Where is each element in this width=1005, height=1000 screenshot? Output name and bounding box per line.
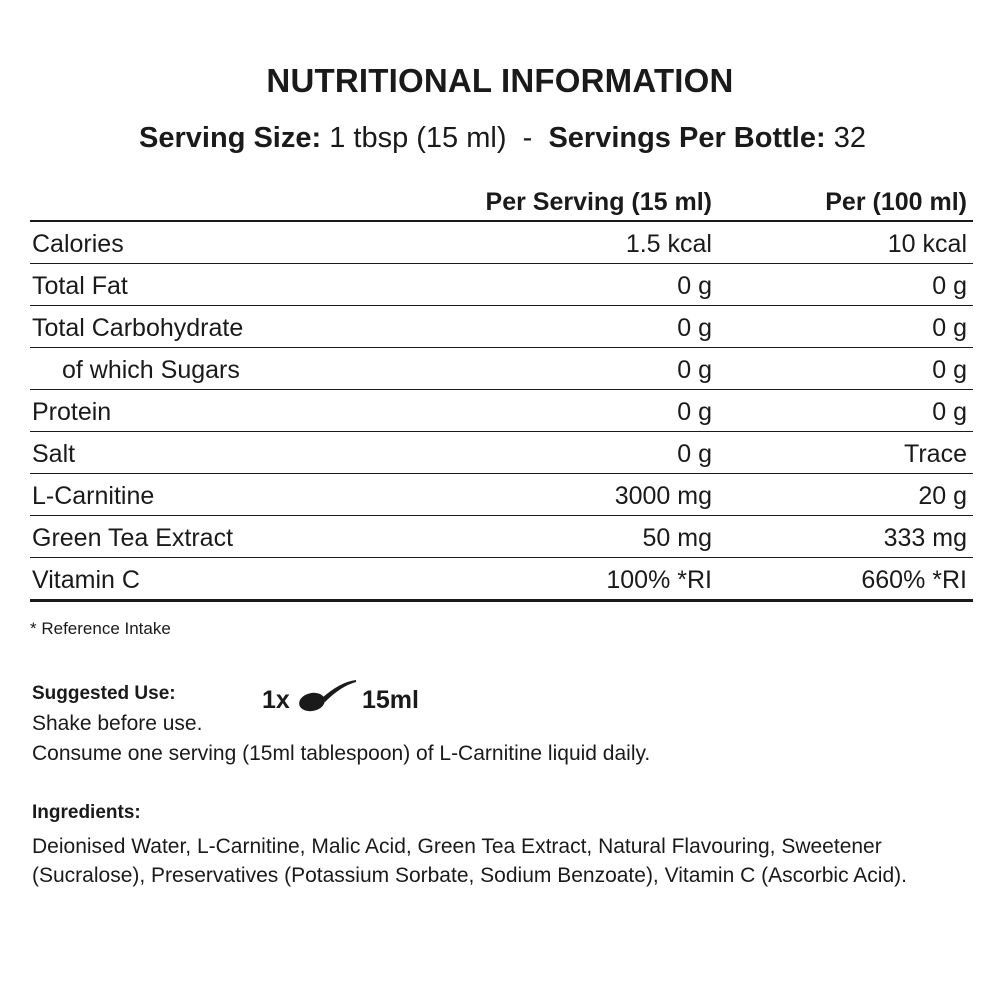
table-row	[30, 432, 973, 474]
nutrient-name: Protein	[32, 398, 112, 426]
suggested-use-line-1: Shake before use.	[32, 712, 203, 735]
per-100ml-value: 20 g	[918, 482, 967, 510]
ingredients-label: Ingredients:	[32, 802, 141, 823]
serving-size-value: 1 tbsp (15 ml)	[329, 122, 507, 154]
table-row	[30, 558, 973, 602]
per-serving-value: 0 g	[677, 356, 712, 384]
table-row	[30, 516, 973, 558]
table-row	[30, 474, 973, 516]
per-100ml-value: 333 mg	[883, 524, 967, 552]
nutrient-name: Vitamin C	[32, 566, 140, 594]
servings-per-bottle-label: Servings Per Bottle:	[548, 122, 826, 154]
footnote: * Reference Intake	[30, 619, 171, 638]
nutrient-name: of which Sugars	[62, 356, 240, 384]
ingredients-text: Deionised Water, L-Carnitine, Malic Acid, Green Tea Extract, Natural Flavouring, Sweetener (Sucralose), Preservatives (Potassium Sorbate, Sodium Benzoate), Vitamin C (Ascorbic Acid).	[32, 835, 907, 887]
per-100ml-value: Trace	[904, 440, 967, 468]
nutrient-name: Calories	[32, 230, 124, 258]
nutrient-name: Salt	[32, 440, 76, 468]
table-row	[30, 348, 973, 390]
servings-per-bottle-value: 32	[833, 122, 866, 154]
per-serving-value: 50 mg	[642, 524, 712, 552]
table-row	[30, 306, 973, 348]
per-serving-value: 0 g	[677, 314, 712, 342]
per-100ml-value: 0 g	[932, 356, 967, 384]
per-serving-value: 0 g	[677, 440, 712, 468]
header-per-serving: Per Serving (15 ml)	[485, 188, 712, 216]
nutrient-name: L-Carnitine	[32, 482, 155, 510]
per-serving-value: 0 g	[677, 272, 712, 300]
per-serving-value: 1.5 kcal	[625, 230, 712, 258]
suggested-use-label: Suggested Use:	[32, 683, 176, 704]
serving-separator: -	[522, 122, 533, 154]
per-100ml-value: 0 g	[932, 398, 967, 426]
per-100ml-value: 0 g	[932, 272, 967, 300]
nutrient-name: Total Carbohydrate	[32, 314, 244, 342]
per-serving-value: 0 g	[677, 398, 712, 426]
serving-info	[0, 122, 1005, 155]
dose-amount: 15ml	[362, 686, 419, 714]
nutrient-name: Green Tea Extract	[32, 524, 234, 552]
per-serving-value: 3000 mg	[614, 482, 712, 510]
spoon-dose-graphic	[262, 672, 419, 725]
table-row	[30, 390, 973, 432]
spoon-icon	[297, 680, 356, 714]
header-per-100ml: Per (100 ml)	[825, 188, 967, 216]
page-title: NUTRITIONAL INFORMATION	[266, 62, 734, 99]
dose-count: 1x	[262, 686, 290, 714]
suggested-use-line-2: Consume one serving (15ml tablespoon) of L-Carnitine liquid daily.	[32, 742, 651, 765]
per-100ml-value: 0 g	[932, 314, 967, 342]
table-row	[30, 264, 973, 306]
per-100ml-value: 660% *RI	[861, 566, 967, 594]
nutrient-name: Total Fat	[32, 272, 128, 300]
serving-size-label: Serving Size:	[139, 122, 322, 154]
per-100ml-value: 10 kcal	[887, 230, 967, 258]
table-header	[30, 184, 973, 222]
table-row	[30, 222, 973, 264]
nutrition-table	[30, 184, 973, 602]
per-serving-value: 100% *RI	[606, 566, 712, 594]
